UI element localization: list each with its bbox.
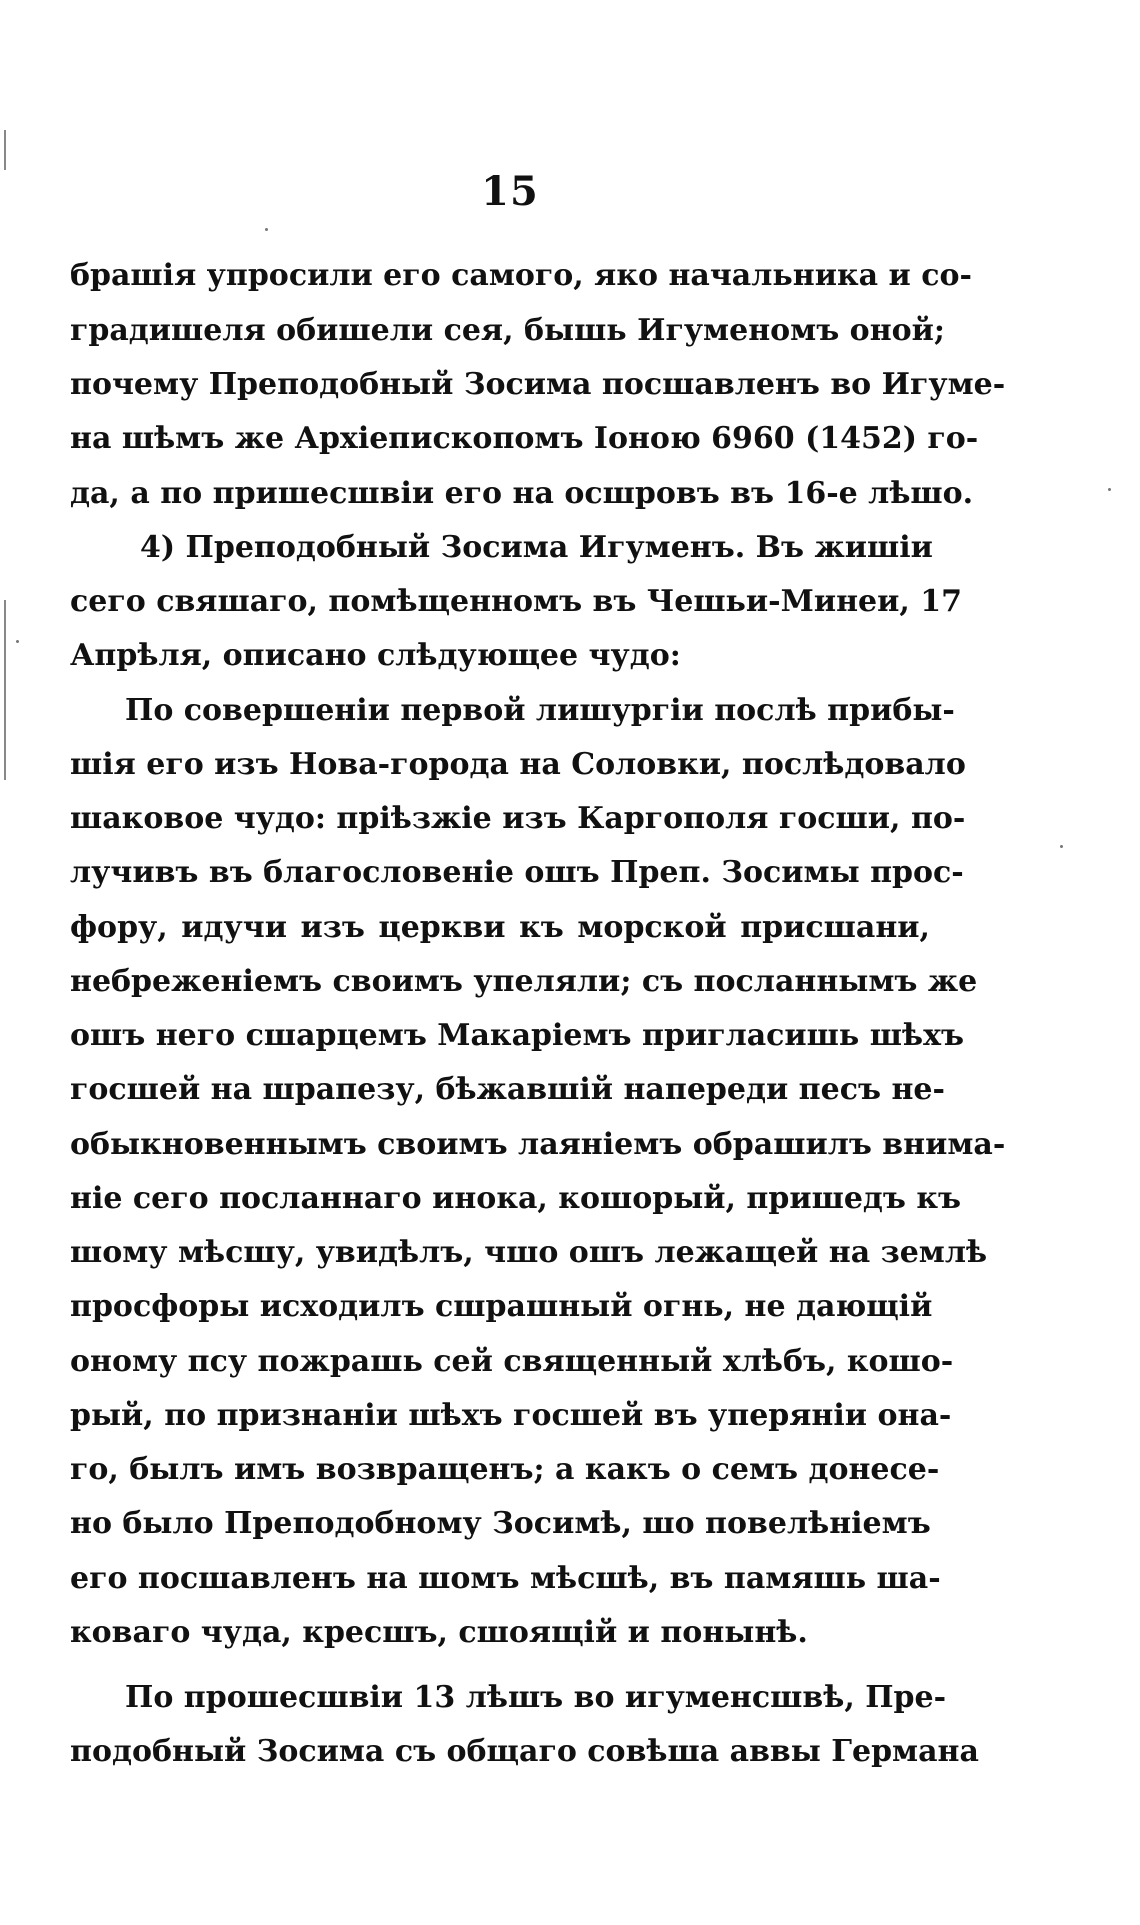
scan-speck (16, 640, 19, 643)
text-line: подобный Зосима съ общаго совѣша аввы Германа (70, 1734, 979, 1769)
text-line: Апрѣля, описано слѣдующее чудо: (70, 638, 681, 673)
text-line: лучивъ въ благословеніе ошъ Преп. Зосимы прос- (70, 855, 964, 890)
text-line: По прошесшвіи 13 лѣшъ во игуменсшвѣ, Пре- (125, 1680, 947, 1715)
text-line: рый, по признаніи шѣхъ госшей въ уперяніи она- (70, 1398, 952, 1433)
text-line: небреженіемъ своимъ упеляли; съ посланнымъ же (70, 964, 978, 999)
text-line: фору, идучи изъ церкви къ морской присшани, (70, 910, 930, 945)
text-line: просфоры исходилъ сшрашный огнь, не дающій (70, 1289, 933, 1324)
text-line: ніе сего посланнаго инока, кошорый, пришедъ къ (70, 1181, 962, 1216)
scan-speck (265, 228, 268, 231)
text-line: обыкновеннымъ своимъ лаяніемъ обрашилъ внима- (70, 1127, 1006, 1162)
text-line: на шѣмъ же Архіепископомъ Іоною 6960 (1452) го- (70, 421, 979, 456)
page-number: 15 (481, 168, 539, 215)
text-line: брашія упросили его самого, яко начальника и со- (70, 258, 972, 293)
text-line: коваго чуда, кресшъ, сшоящій и понынѣ. (70, 1615, 808, 1650)
text-line: шія его изъ Нова-города на Соловки, послѣдовало (70, 747, 966, 782)
text-line: ошъ него сшарцемъ Макаріемъ пригласишь шѣхъ (70, 1018, 964, 1053)
text-line: оному псу пожрашь сей священный хлѣбъ, кошо- (70, 1344, 954, 1379)
text-line: госшей на шрапезу, бѣжавшій напереди песъ не- (70, 1072, 945, 1107)
text-line: сего свяшаго, помѣщенномъ въ Чешьи-Минеи, 17 (70, 584, 963, 619)
text-line: шому мѣсшу, увидѣлъ, чшо ошъ лежащей на землѣ (70, 1235, 988, 1270)
text-line: почему Преподобный Зосима посшавленъ во Игуме- (70, 367, 1006, 402)
text-line: 4) Преподобный Зосима Игуменъ. Въ жишіи (140, 530, 933, 565)
text-line: градишеля обишели сея, бышь Игуменомъ оной; (70, 313, 945, 348)
text-line: По совершеніи первой лишургіи послѣ прибы- (125, 693, 955, 728)
scan-speck (1060, 845, 1063, 848)
scan-speck (1108, 488, 1111, 491)
left-edge-mark (4, 130, 6, 170)
text-line: но было Преподобному Зосимѣ, шо повелѣніемъ (70, 1506, 931, 1541)
text-line: его посшавленъ на шомъ мѣсшѣ, въ памяшь ша- (70, 1561, 941, 1596)
left-edge-mark (4, 600, 6, 780)
text-line: шаковое чудо: пріѣзжіе изъ Каргополя госши, по- (70, 801, 966, 836)
text-line: го, былъ имъ возвращенъ; а какъ о семъ донесе- (70, 1452, 940, 1487)
text-line: да, а по пришесшвіи его на осшровъ въ 16-е лѣшо. (70, 476, 974, 511)
